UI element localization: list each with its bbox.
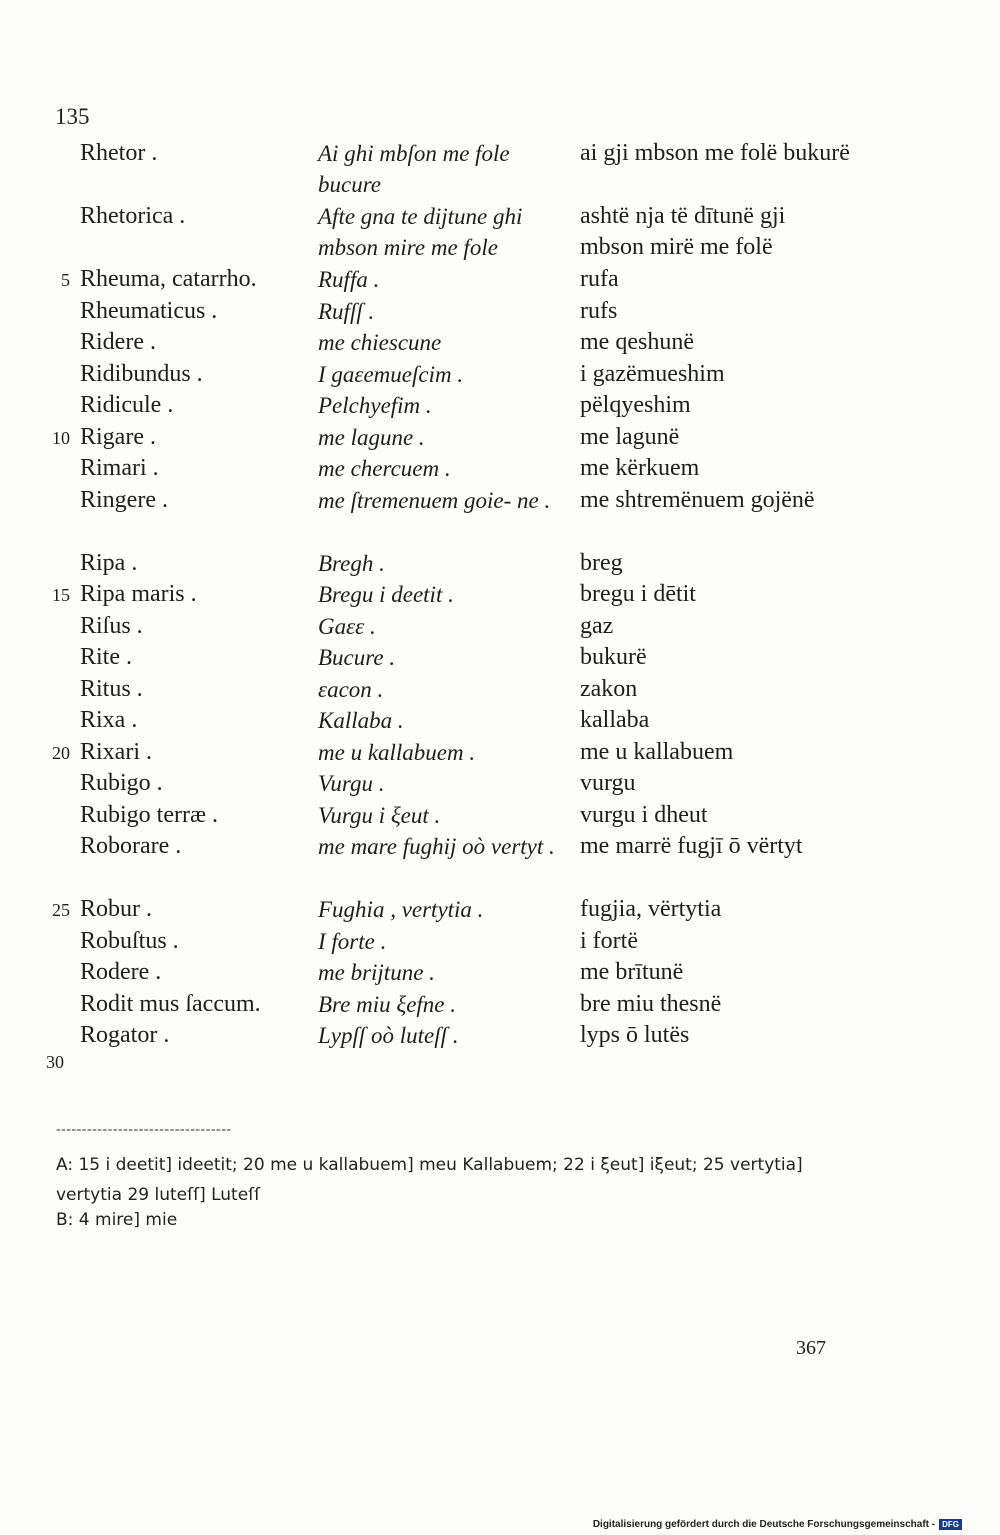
modern-albanian-term: me qeshunë: [580, 329, 694, 355]
modern-albanian-term: me shtremënuem gojënë: [580, 486, 815, 513]
modern-albanian-term: lyps ō lutës: [580, 1022, 690, 1048]
page-number: 367: [796, 1337, 826, 1359]
old-albanian-term: Bre miu ξefne .: [318, 991, 457, 1017]
latin-term: Rite .: [80, 644, 132, 670]
latin-term: Rheumaticus .: [80, 297, 218, 324]
latin-term: Rogator .: [80, 1022, 170, 1048]
latin-term: Robuſtus .: [80, 927, 179, 954]
entry-row: [0, 327, 1000, 359]
old-albanian-term: Kallaba .: [318, 708, 404, 733]
modern-albanian-term: ashtë nja të dītunë gji mbson mirë me folë: [580, 203, 786, 260]
modern-albanian-term: i gazëmueshim: [580, 360, 725, 387]
entry-row: [0, 359, 1000, 391]
entry-row: [0, 674, 1000, 706]
modern-albanian-term: me marrë fugjī ō vërtyt: [580, 833, 803, 859]
latin-term: Rhetor .: [80, 140, 158, 166]
modern-albanian-term: gaz: [580, 612, 614, 639]
latin-term: Roborare .: [80, 833, 182, 859]
modern-albanian-term: zakon: [580, 675, 638, 702]
modern-albanian-term: me lagunë: [580, 423, 680, 450]
old-albanian-term: Rufſſ .: [318, 298, 375, 324]
folio-number: 135: [55, 104, 90, 129]
latin-term: Rigare .: [80, 423, 156, 450]
entry-row: [0, 579, 1000, 611]
entry-row: [0, 957, 1000, 989]
entry-row: [0, 800, 1000, 832]
modern-albanian-term: pëlqyeshim: [580, 392, 691, 418]
latin-term: Ringere .: [80, 486, 168, 513]
entry-row: [0, 768, 1000, 800]
entry-row: [0, 642, 1000, 674]
credit-line: [593, 1519, 962, 1530]
modern-albanian-term: me kërkuem: [580, 455, 700, 481]
latin-term: Rixa .: [80, 707, 138, 733]
entry-row: [0, 264, 1000, 296]
modern-albanian-term: bukurë: [580, 644, 647, 670]
latin-term: Ridere .: [80, 329, 156, 355]
latin-term: Rodit mus ſaccum.: [80, 990, 261, 1017]
footnote-a: A: 15 i deetit] ideetit; 20 me u kallabuem] meu Kallabuem; 22 i ξeut] iξeut; 25 vertуtia] vertуtia 29 luteſſ] Luteſſ: [56, 1155, 803, 1205]
latin-term: Robur .: [80, 896, 152, 922]
latin-term: Rodere .: [80, 959, 162, 985]
old-albanian-term: εacon .: [318, 676, 384, 702]
line-number: 20: [52, 742, 70, 763]
dfg-logo: DFG: [939, 1519, 962, 1530]
latin-term: Ridicule .: [80, 392, 174, 418]
old-albanian-term: Lуpſſ oò luteſſ .: [318, 1023, 459, 1048]
entry-row: [0, 705, 1000, 737]
old-albanian-term: Pelchуefim .: [318, 393, 432, 418]
old-albanian-term: Vurgu i ξeut .: [318, 802, 441, 828]
entry-row: [0, 737, 1000, 769]
modern-albanian-term: bregu i dētit: [580, 581, 696, 607]
old-albanian-term: me lagune .: [318, 424, 425, 450]
old-albanian-term: me chercuem .: [318, 456, 451, 481]
latin-term: Rixari .: [80, 738, 152, 765]
entry-row: [0, 422, 1000, 454]
old-albanian-term: I gaεemueſcim .: [318, 361, 464, 387]
footnote-rule: ----------------------------------: [56, 1122, 232, 1137]
entry-row: [0, 201, 1000, 264]
latin-term: Ritus .: [80, 675, 143, 702]
old-albanian-term: Gaεε .: [318, 613, 376, 639]
modern-albanian-term: i fortë: [580, 927, 638, 954]
latin-term: Rimari .: [80, 455, 159, 481]
modern-albanian-term: rufs: [580, 297, 618, 324]
entry-row: [0, 390, 1000, 422]
line-number: 25: [52, 900, 70, 920]
entry-row: [0, 894, 1000, 926]
old-albanian-term: Vurgu .: [318, 771, 385, 796]
modern-albanian-term: breg: [580, 549, 623, 576]
old-albanian-term: me mare fughij oò vertуt .: [318, 834, 555, 859]
line-number: 10: [52, 427, 70, 448]
latin-term: Ridibundus .: [80, 360, 203, 387]
modern-albanian-term: rufa: [580, 266, 619, 292]
old-albanian-term: Bregu i deetit .: [318, 582, 454, 607]
entry-row: [0, 611, 1000, 643]
old-albanian-term: Ai ghi mbſon me fole bucure: [318, 141, 510, 197]
latin-term: Rhetorica .: [80, 203, 186, 229]
entry-list: [0, 138, 1000, 1052]
old-albanian-term: Afte gna te dijtune ghi mbson mire me fole: [318, 204, 523, 260]
latin-term: Rubigo .: [80, 770, 163, 796]
entry-row: [0, 926, 1000, 958]
latin-term: Rubigo terræ .: [80, 801, 218, 828]
entry-row: [0, 138, 1000, 201]
old-albanian-term: Bucure .: [318, 645, 396, 670]
modern-albanian-term: kallaba: [580, 707, 650, 733]
credit-text: Digitalisierung gefördert durch die Deutsche Forschungsgemeinschaft -: [592, 1519, 936, 1530]
modern-albanian-term: vurgu: [580, 770, 636, 796]
modern-albanian-term: me brītunë: [580, 959, 684, 985]
old-albanian-term: I forte .: [318, 928, 387, 954]
entry-row: [0, 1020, 1000, 1052]
old-albanian-term: me brijtune .: [318, 960, 435, 985]
entry-row: [0, 831, 1000, 894]
footnote-b: B: 4 mire] mie: [56, 1210, 178, 1230]
modern-albanian-term: fugjia, vërtytia: [580, 896, 722, 922]
line-number: 15: [52, 585, 70, 605]
entry-row: [0, 453, 1000, 485]
entry-row: [0, 485, 1000, 548]
latin-term: Riſus .: [80, 612, 143, 639]
entry-row: [0, 989, 1000, 1021]
entry-row: [0, 548, 1000, 580]
entry-row: [0, 296, 1000, 328]
modern-albanian-term: ai gji mbson me folë bukurë: [580, 140, 850, 166]
modern-albanian-term: vurgu i dheut: [580, 801, 708, 828]
end-line-number: 30: [46, 1052, 64, 1072]
latin-term: Rheuma, catarrho.: [80, 266, 257, 292]
old-albanian-term: Bregh .: [318, 550, 385, 576]
old-albanian-term: me u kallabuem .: [318, 739, 476, 765]
old-albanian-term: Ruffa .: [318, 267, 380, 292]
latin-term: Ripa maris .: [80, 581, 197, 607]
line-number: 5: [61, 270, 70, 290]
latin-term: Ripa .: [80, 549, 138, 576]
old-albanian-term: me chiescune: [318, 330, 442, 355]
modern-albanian-term: me u kallabuem: [580, 738, 734, 765]
old-albanian-term: me ſtremenuem goie- ne .: [318, 487, 551, 513]
modern-albanian-term: bre miu thesnë: [580, 990, 722, 1017]
old-albanian-term: Fughia , vertуtia .: [318, 897, 484, 922]
